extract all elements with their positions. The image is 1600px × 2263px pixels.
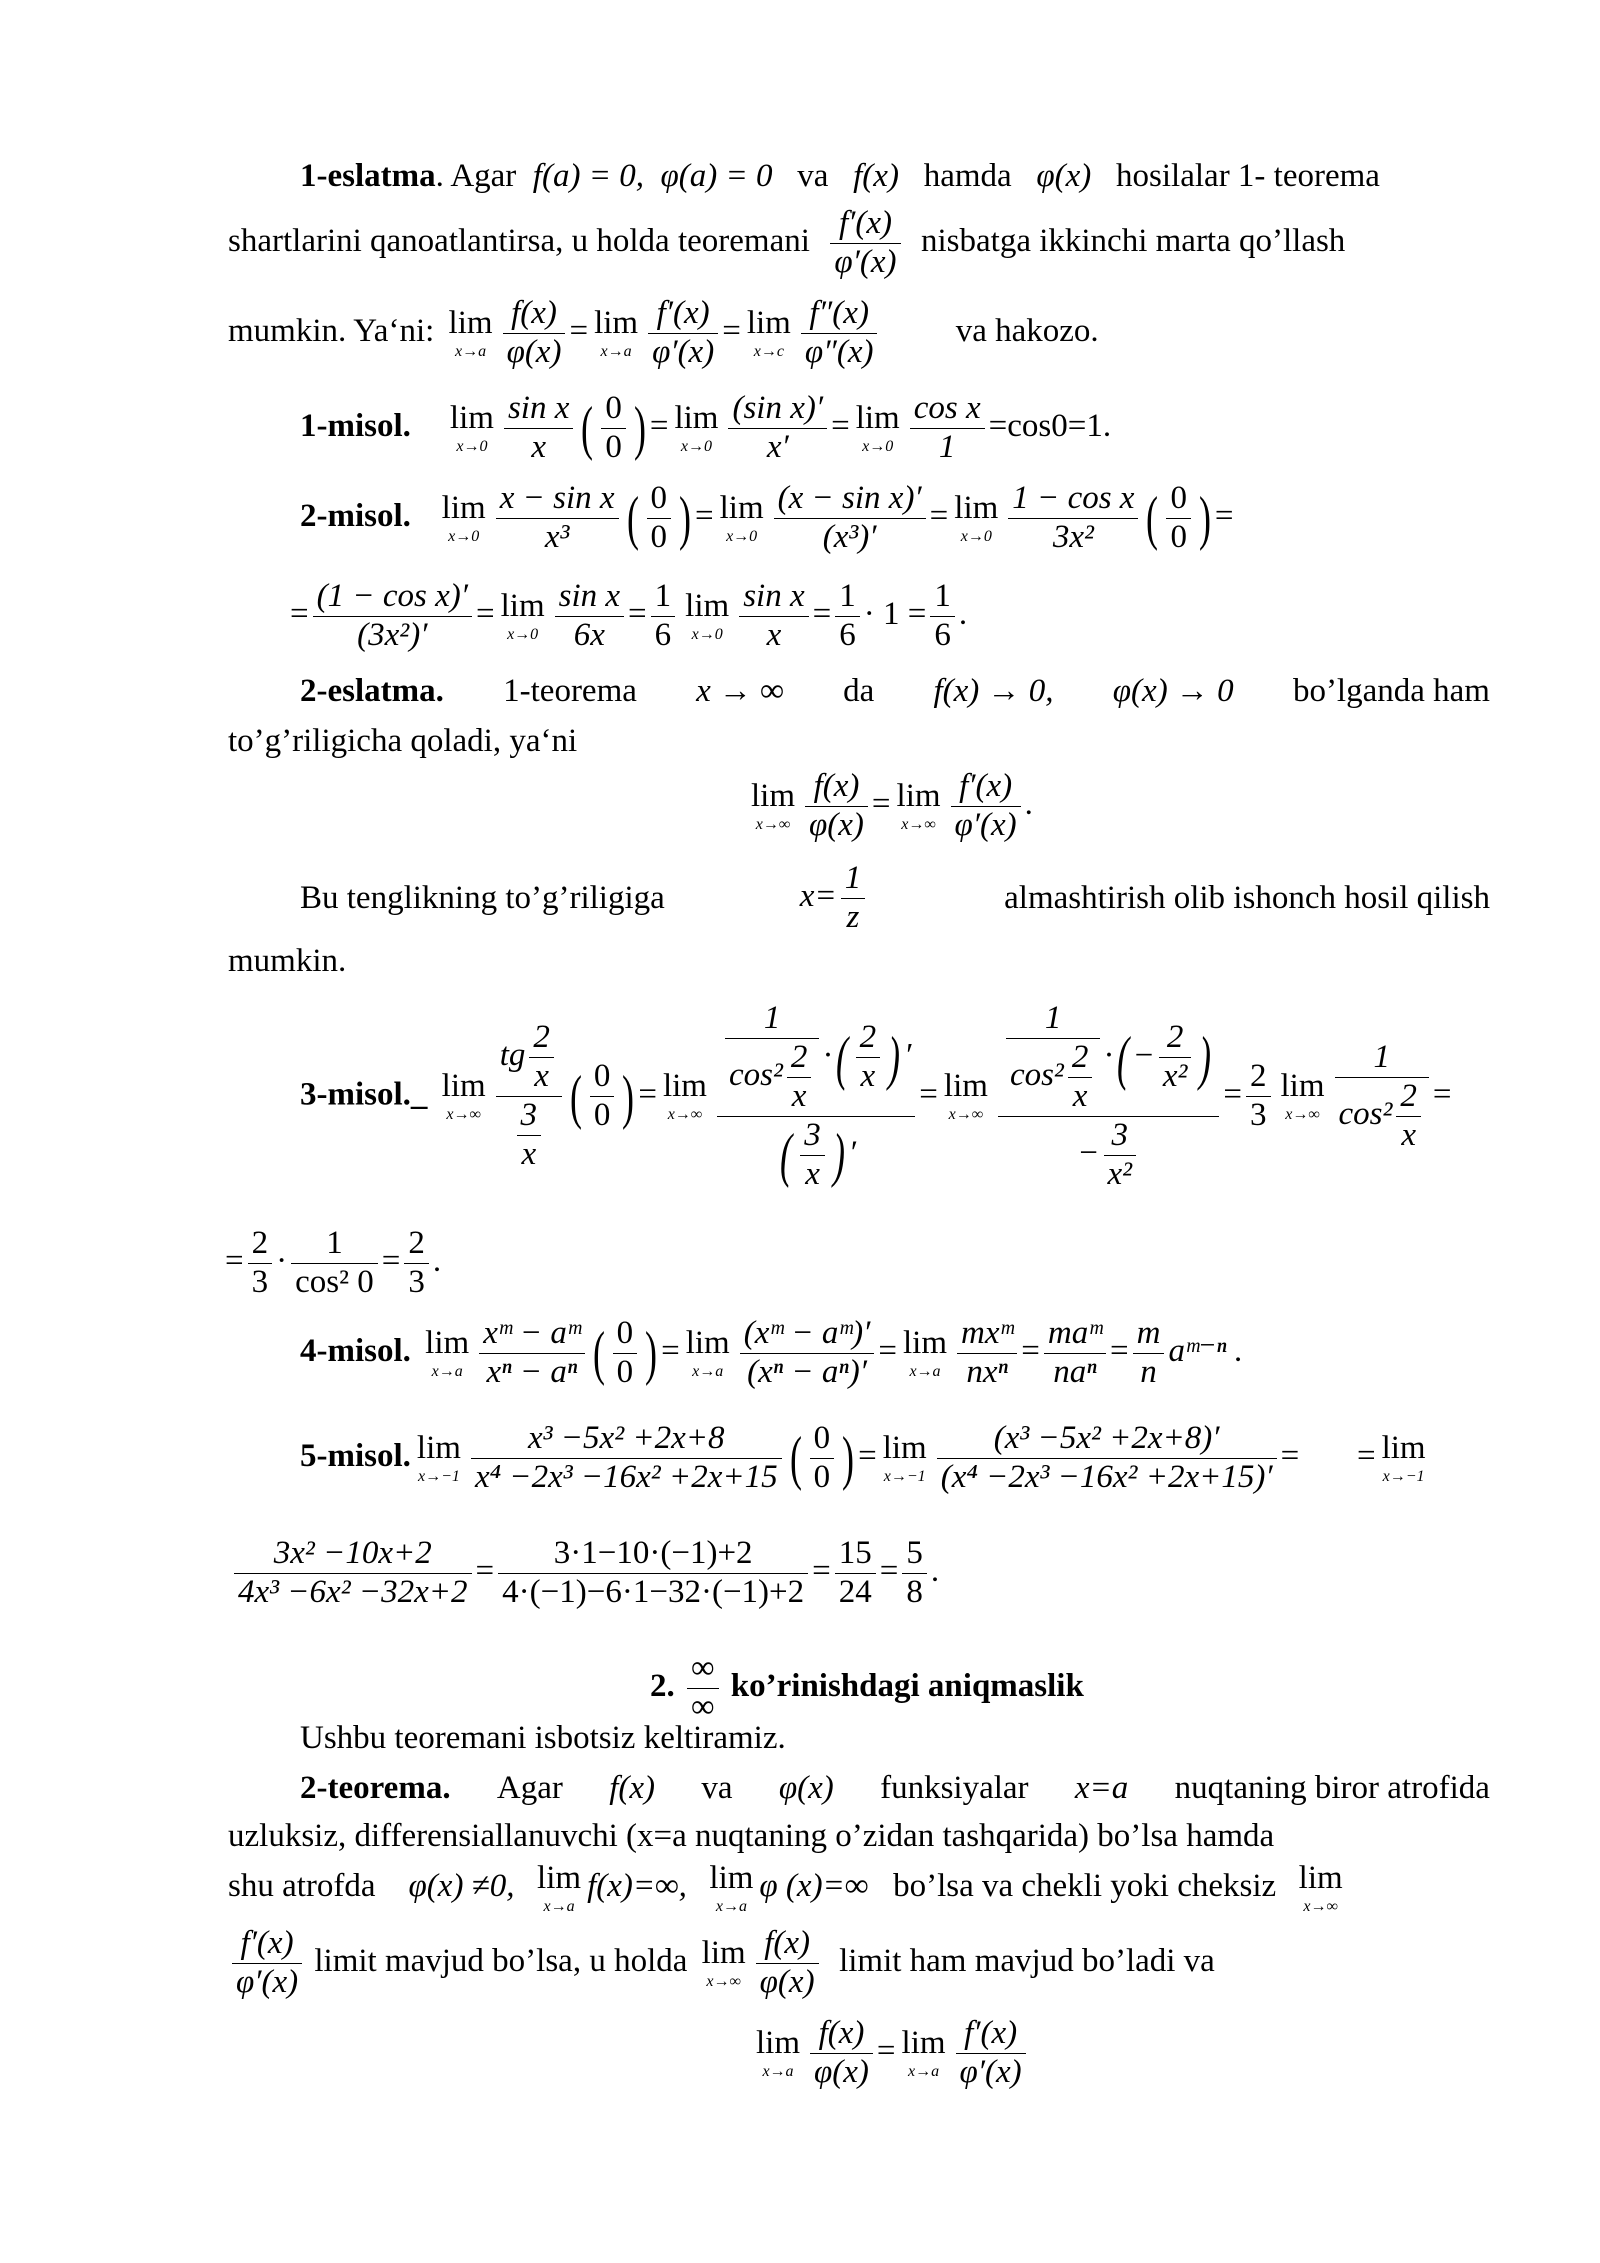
limit: lim x→∞ — [1298, 1860, 1343, 1915]
formula: φ(x) — [778, 1770, 834, 1806]
example3-row1: 3-misol._ lim x→∞ tg $\frac{2}{x}$ $\frac{3}{x}$ ( $\frac{0}{0}$ ) = lim x→∞ 1 cos² $\frac{2}{x}$ ·( $\frac{2}{x}$ ) ′ ( $\frac{3}{x}$ ) ′ = lim x→∞ 1 cos² $\frac{2}{x}$ ·( − $\frac{2}{\text{x²}}$ ) − $\frac{3}{\text{x²}}$ = $\frac{2}{3}$ lim x→∞ 1 cos² $\frac{2}{x}$ = — [300, 1000, 1452, 1192]
text: da — [843, 673, 875, 709]
theorem2-line3 — [228, 1862, 1349, 1915]
note1-line3: mumkin. Ya‘ni: lim x→a $\frac{f(x)}{\varphi(x)}$ = lim x→a $\frac{f'(x)}{\varphi'(x)}$ = lim x→c $\frac{f''(x)}{\varphi''(x)}$ va hakozo. — [228, 295, 1099, 370]
text: bo’lganda ham — [1292, 673, 1490, 709]
text: . Agar — [435, 158, 517, 194]
formula: φ (x)=∞ — [759, 1868, 869, 1905]
theorem2-title: 2-teorema. — [300, 1770, 451, 1806]
note2-line4 — [300, 860, 1490, 937]
note2-title: 2-eslatma. — [300, 673, 444, 709]
section-number: 2. — [650, 1668, 675, 1705]
text: Agar — [496, 1770, 563, 1806]
note1-title: 1-eslatma — [300, 158, 436, 194]
theorem2-line4 — [228, 1925, 1215, 2002]
theorem2-line2: uzluksiz, differensiallanuvchi (x=a nuqtaning o’zidan tashqarida) bo’lsa hamda — [228, 1818, 1275, 1854]
fraction: $\frac{f(x)}{\varphi(x)}$ — [756, 1925, 819, 2002]
limit: lim x→a — [448, 304, 493, 360]
text: nuqtaning biror atrofida — [1174, 1770, 1490, 1806]
fraction: $\frac{f'(x)}{\varphi'(x)}$ — [232, 1925, 302, 2002]
theorem2-line1 — [300, 1772, 1490, 1805]
note2-formula: lim x→∞ $\frac{f(x)}{\varphi(x)}$ = lim x→∞ $\frac{f'(x)}{\varphi'(x)}$ . — [751, 768, 1033, 843]
example2-row1: 2-misol. lim x→0 $\frac{\text{x − sin x}}{\text{x³}}$ ( $\frac{0}{0}$ ) = lim x→0 $\frac{\text{(x − sin x)′}}{\text{(x³)′}}$ = lim x→0 $\frac{\text{1 − cos x}}{\text{3x²}}$ ( $\frac{0}{0}$ ) = — [300, 480, 1234, 555]
note2-line1 — [300, 675, 1490, 708]
limit: lim x→∞ — [701, 1934, 746, 1990]
theorem2-intro: Ushbu teoremani isbotsiz keltiramiz. — [300, 1720, 786, 1756]
text: shu atrofda — [228, 1868, 376, 1905]
formula: f(x) — [853, 158, 899, 194]
limit: lim x→a — [709, 1860, 754, 1915]
section2-heading — [650, 1650, 1084, 1727]
section-title: ko’rinishdagi aniqmaslik — [730, 1668, 1084, 1705]
fraction: $\frac{f'(x)}{\varphi'(x)}$ — [830, 205, 900, 282]
text: almashtirish olib ishonch hosil qilish — [1004, 879, 1490, 916]
text: limit mavjud bo’lsa, u holda — [314, 1943, 688, 1980]
formula: f(x) → 0, — [933, 673, 1054, 709]
text: va — [797, 158, 829, 194]
formula: f(x)=∞, — [587, 1868, 687, 1905]
note1-line1 — [300, 160, 1380, 193]
example1: 1-misol. lim x→0 $\frac{\text{sin x}}{x}$ ( $\frac{0}{0}$ ) = lim x→0 $\frac{\text{(sin x)′}}{x'}$ = lim x→0 $\frac{\text{cos x}}{1}$ =cos0=1. — [300, 390, 1112, 465]
text: bo’lsa va chekli yoki cheksiz — [893, 1868, 1277, 1905]
example3-row2: = $\frac{2}{3}$ · $\frac{1}{\text{cos² 0}}$ = $\frac{2}{3}$ . — [225, 1225, 442, 1300]
text: 1-teorema — [503, 673, 637, 709]
example4-label: 4-misol. — [300, 1333, 411, 1370]
text: nisbatga ikkinchi marta qo’llash — [921, 223, 1346, 260]
theorem2-formula: lim x→a $\frac{f(x)}{\varphi(x)}$ = lim x→a $\frac{f'(x)}{\varphi'(x)}$ — [750, 2015, 1030, 2092]
infinity-fraction: $\frac{\infty}{\infty}$ — [687, 1650, 719, 1727]
example1-label: 1-misol. — [300, 408, 411, 445]
formula: φ(a) = 0 — [660, 158, 773, 194]
text: Bu tenglikning to’g’riligiga — [300, 879, 665, 916]
example3-label: 3-misol._ — [300, 1076, 428, 1113]
limit: lim x→a — [537, 1860, 582, 1915]
formula: f(a) = 0, — [532, 158, 644, 194]
example2-row2: = $\frac{\text{(1 − cos x)′}}{\text{(3x²)′}}$ = lim x→0 $\frac{\text{sin x}}{6x}$ = $\frac{1}{6}$ lim x→0 $\frac{\text{sin x}}{x}$ = $\frac{1}{6}$ · 1 = $\frac{1}{6}$ . — [290, 578, 968, 653]
fraction: $\frac{1}{z}$ — [841, 860, 866, 937]
text: hamda — [923, 158, 1012, 194]
text: va — [701, 1770, 733, 1806]
example5-label: 5-misol. — [300, 1438, 411, 1475]
note1-line2 — [228, 205, 1345, 282]
example4: 4-misol. lim x→a $\frac{\text{xᵐ − aᵐ}}{\text{xⁿ − aⁿ}}$ ( $\frac{0}{0}$ ) = lim x→a $\frac{\text{(xᵐ − aᵐ)′}}{\text{(xⁿ − aⁿ)′}}$ = lim x→a $\frac{\text{mxᵐ}}{\text{nxⁿ}}$ = $\frac{\text{maᵐ}}{\text{naⁿ}}$ = $\frac{m}{n}$ aᵐ⁻ⁿ . — [300, 1315, 1244, 1390]
note2-line2: to’g’riligicha qoladi, ya‘ni — [228, 723, 578, 759]
example2-label: 2-misol. — [300, 498, 411, 535]
example5-row1: 5-misol. lim x→−1 $\frac{\text{x³ −5x² +2x+8}}{\text{x⁴ −2x³ −16x² +2x+15}}$ ( $\frac{0}{0}$ ) = lim x→−1 $\frac{\text{(x³ −5x² +2x+8)′}}{\text{(x⁴ −2x³ −16x² +2x+15)′}}$ = = lim x→−1 — [300, 1420, 1426, 1495]
text: va hakozo. — [955, 313, 1099, 350]
formula: x=a — [1074, 1770, 1129, 1806]
text: mumkin. Ya‘ni: — [228, 313, 435, 350]
note2-line5: mumkin. — [228, 943, 347, 979]
formula: x= — [799, 878, 837, 915]
formula: φ(x) → 0 — [1112, 673, 1234, 709]
text: limit ham mavjud bo’ladi va — [839, 1943, 1215, 1980]
text: shartlarini qanoatlantirsa, u holda teoremani — [228, 223, 810, 260]
formula: x → ∞ — [696, 673, 784, 709]
formula: φ(x) ≠0, — [408, 1868, 515, 1905]
text: funksiyalar — [880, 1770, 1029, 1806]
text: hosilalar 1- teorema — [1116, 158, 1380, 194]
formula: f(x) — [609, 1770, 656, 1806]
example5-row2: $\frac{\text{3x² −10x+2}}{\text{4x³ −6x² −32x+2}}$ = $\frac{3\cdot 1-10\cdot(-1)+2}{4\cdot(-1)-6\cdot 1-32\cdot(-1)+2}$ = $\frac{15}{24}$ = $\frac{5}{8}$ . — [230, 1535, 939, 1612]
formula: φ(x) — [1036, 158, 1092, 194]
